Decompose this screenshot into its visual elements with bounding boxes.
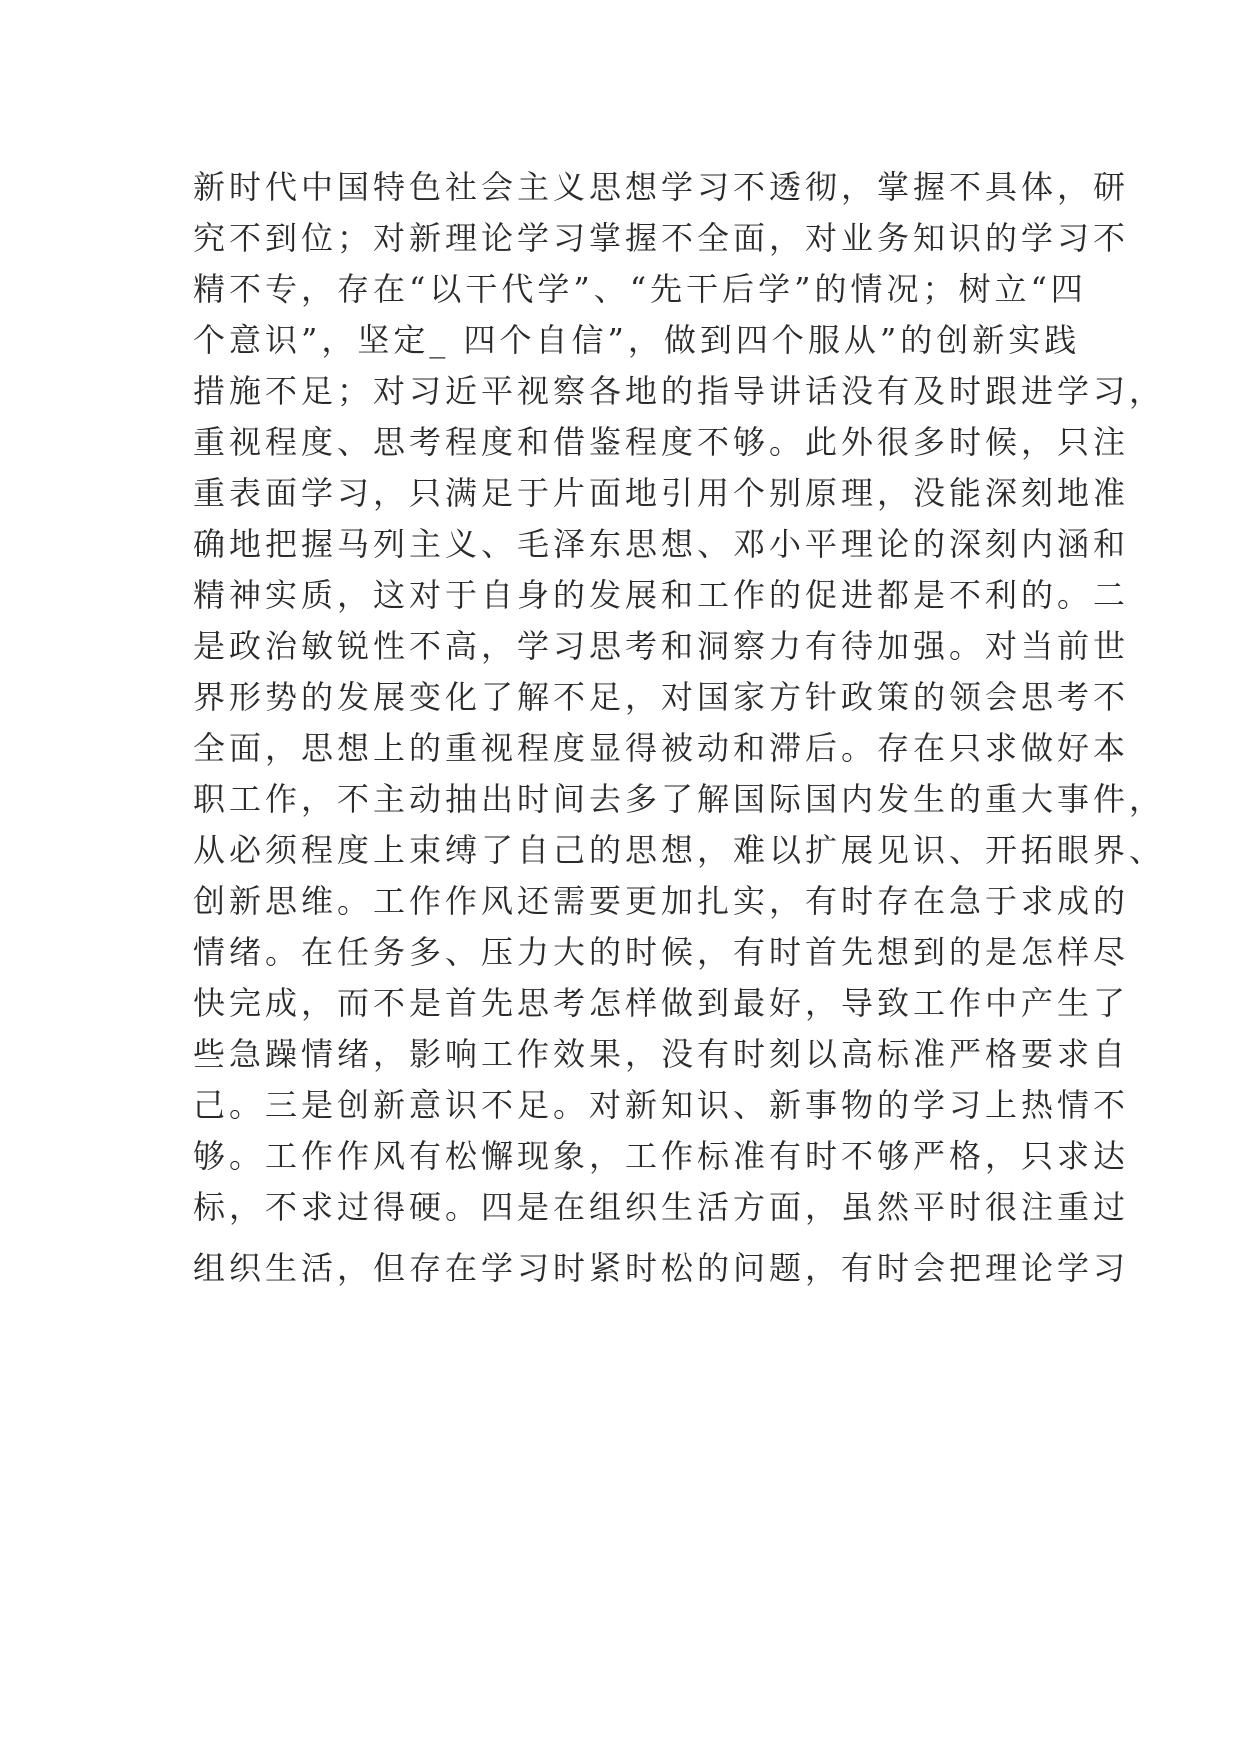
- text-line: 己。三是创新意识不足。对新知识、新事物的学习上热情不: [193, 1086, 1130, 1124]
- text-line: 是政治敏锐性不高，学习思考和洞察力有待加强。对当前世: [193, 627, 1130, 665]
- text-line: 职工作，不主动抽出时间去多了解国际国内发生的重大事件，: [193, 780, 1166, 818]
- text-line: 究不到位；对新理论学习掌握不全面，对业务知识的学习不: [193, 219, 1130, 257]
- text-line: 确地把握马列主义、毛泽东思想、邓小平理论的深刻内涵和: [193, 525, 1130, 563]
- text-line: 新时代中国特色社会主义思想学习不透彻，掌握不具体，研: [193, 168, 1130, 206]
- text-line: 创新思维。工作作风还需要更加扎实，有时存在急于求成的: [193, 882, 1130, 920]
- text-line: 情绪。在任务多、压力大的时候，有时首先想到的是怎样尽: [193, 933, 1130, 971]
- text-line: 精神实质，这对于自身的发展和工作的促进都是不利的。二: [193, 576, 1130, 614]
- text-line: 界形势的发展变化了解不足，对国家方针政策的领会思考不: [193, 678, 1130, 716]
- text-line: 组织生活，但存在学习时紧时松的问题，有时会把理论学习: [193, 1249, 1130, 1287]
- text-line: 从必须程度上束缚了自己的思想，难以扩展见识、开拓眼界、: [193, 831, 1166, 869]
- text-line: 些急躁情绪，影响工作效果，没有时刻以高标准严格要求自: [193, 1035, 1130, 1073]
- text-line: 措施不足；对习近平视察各地的指导讲话没有及时跟进学习，: [193, 372, 1166, 410]
- text-line: 够。工作作风有松懈现象，工作标准有时不够严格，只求达: [193, 1137, 1130, 1175]
- text-line: 重表面学习，只满足于片面地引用个别原理，没能深刻地准: [193, 474, 1130, 512]
- text-line: 标，不求过得硬。四是在组织生活方面，虽然平时很注重过: [193, 1188, 1130, 1226]
- body-text: [193, 162, 1166, 1294]
- text-line: 重视程度、思考程度和借鉴程度不够。此外很多时候，只注: [193, 423, 1130, 461]
- text-line: 精不专，存在“以干代学”、“先干后学”的情况；树立“四: [193, 270, 1087, 308]
- text-line: 快完成，而不是首先思考怎样做到最好，导致工作中产生了: [193, 984, 1130, 1022]
- text-line: 全面，思想上的重视程度显得被动和滞后。存在只求做好本: [193, 729, 1130, 767]
- text-line: 个意识”，坚定_ 四个自信”，做到四个服从”的创新实践: [193, 321, 1081, 359]
